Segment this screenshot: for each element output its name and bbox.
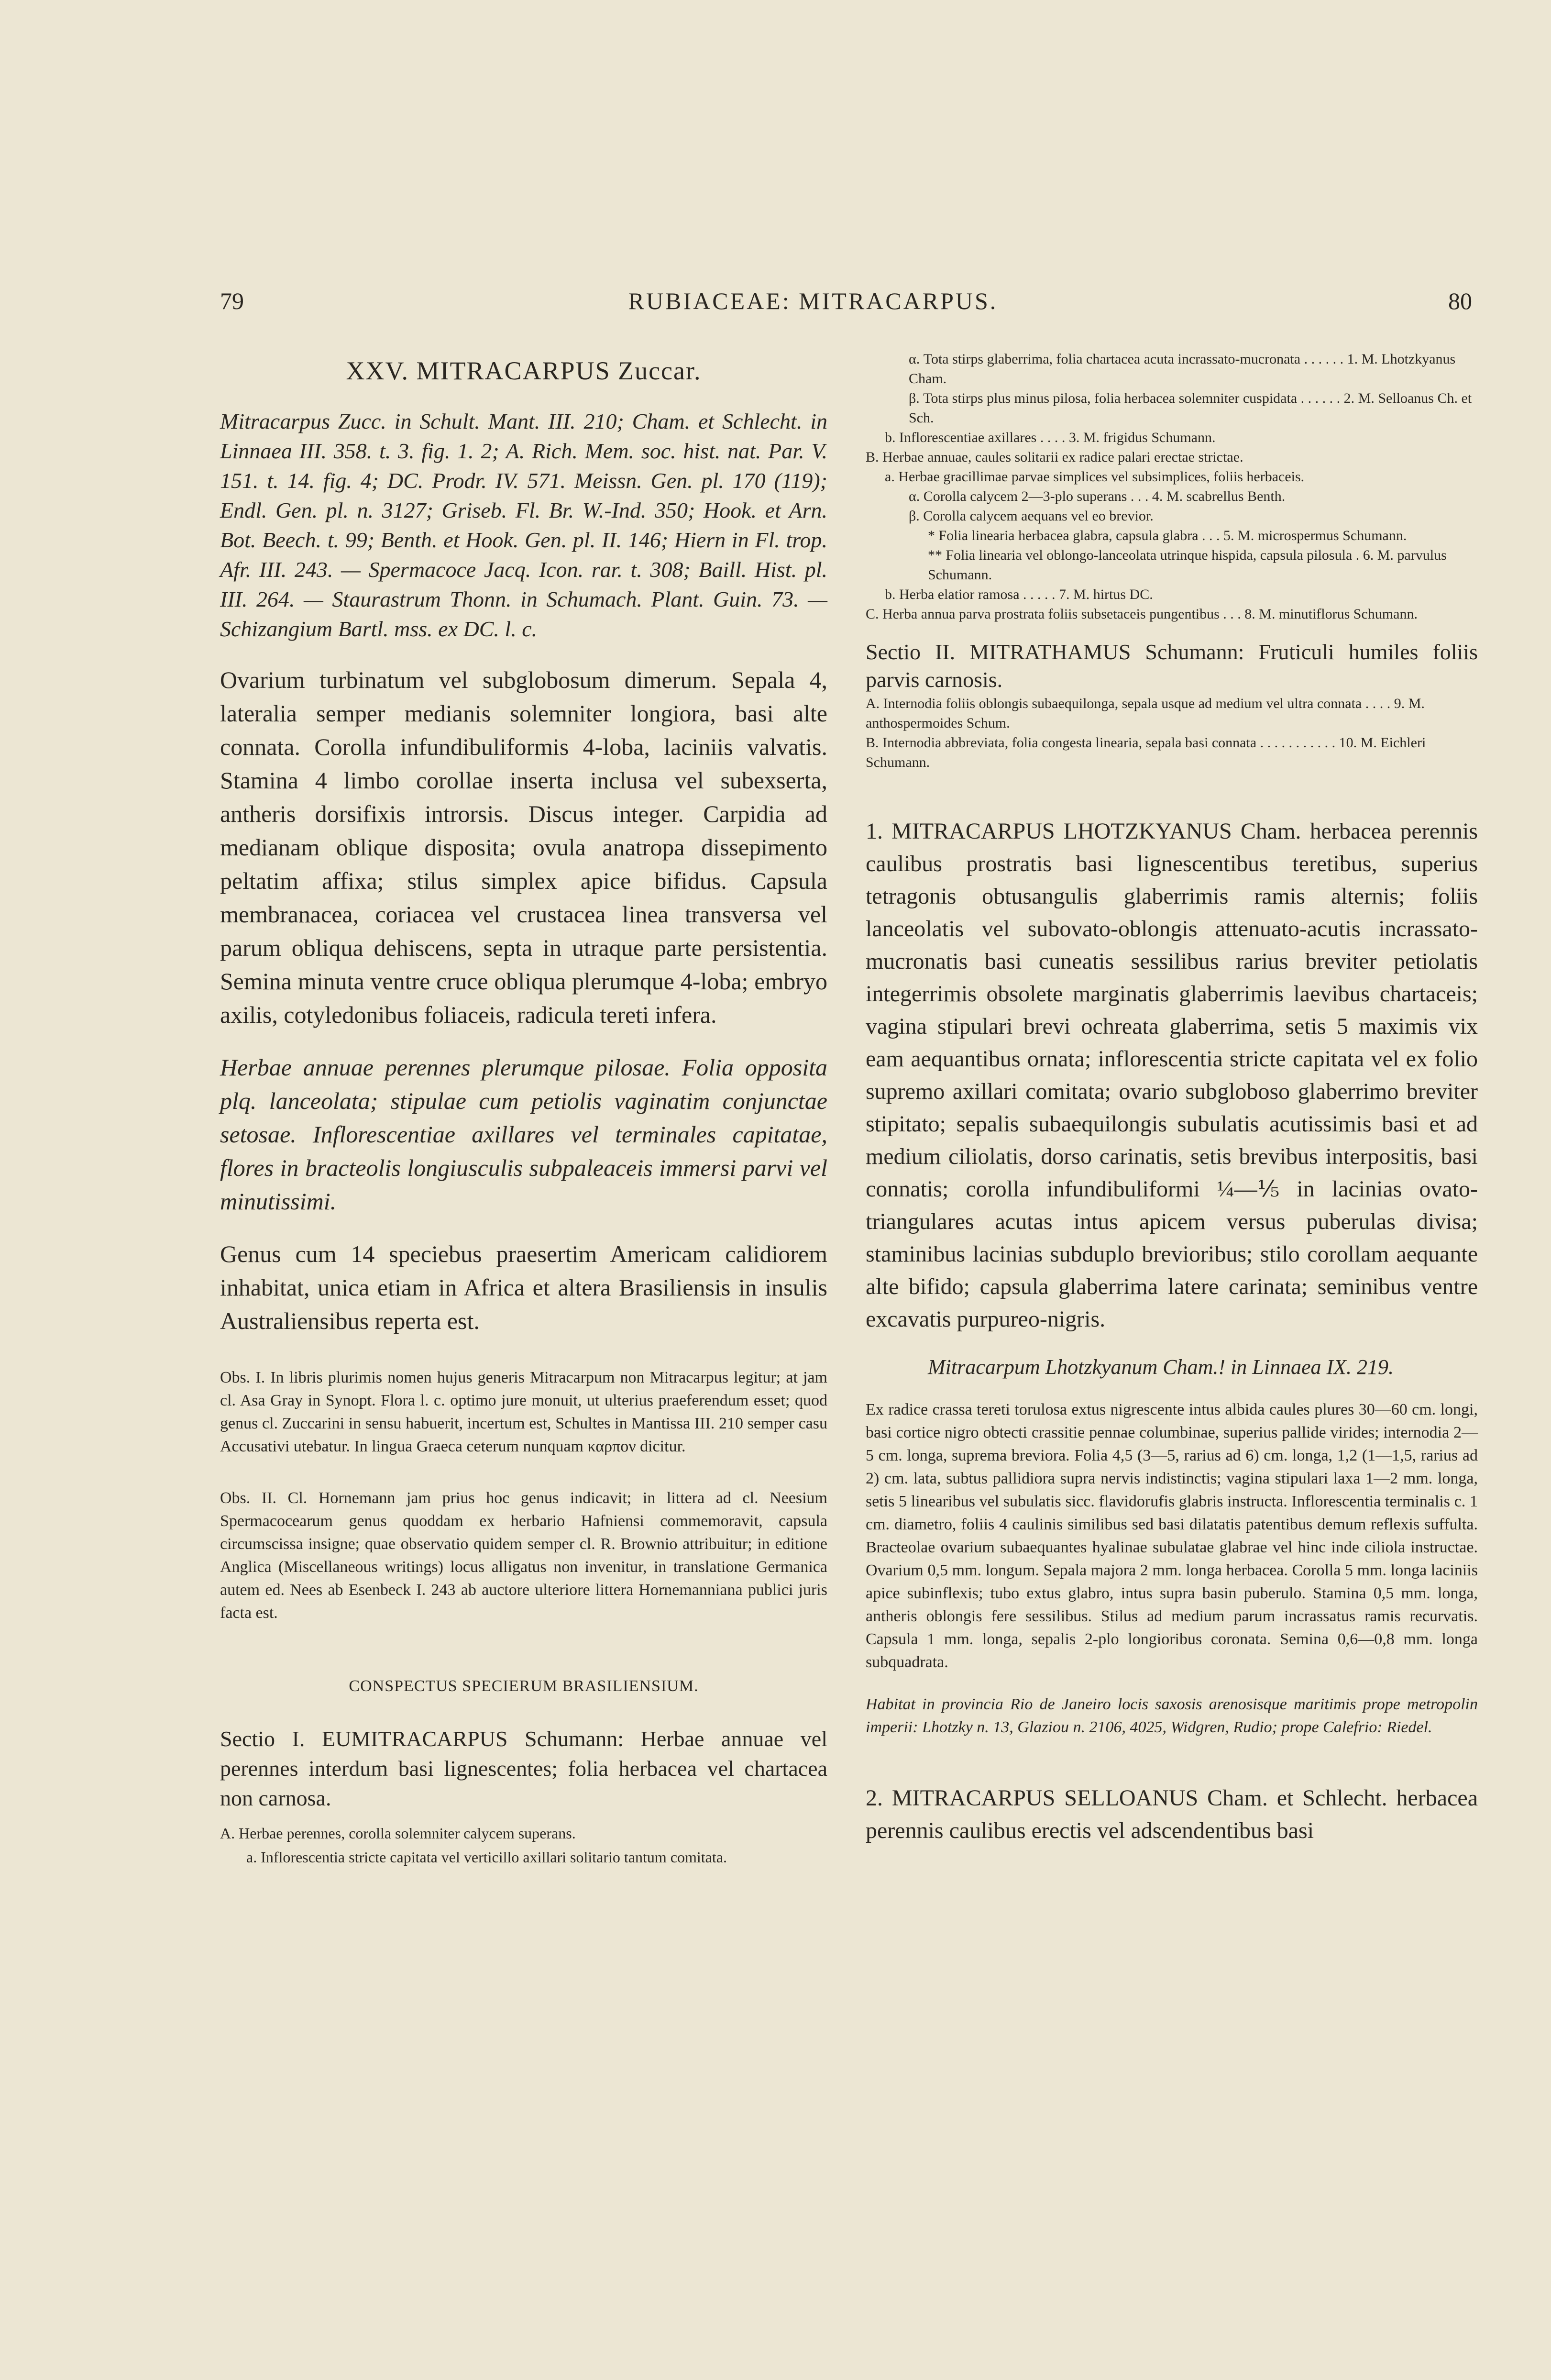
key-entry: * Folia linearia herbacea glabra, capsula glabra . . . 5. M. microspermus Schumann. (928, 528, 1407, 543)
genus-title: XXV. MITRACARPUS Zuccar. (346, 356, 702, 385)
key-entry: A. Herbae perennes, corolla solemniter calycem superans. (220, 1825, 576, 1842)
key-entry: a. Inflorescentia stricte capitata vel verticillo axillari solitario tantum comitata. (246, 1849, 727, 1866)
running-title: RUBIACEAE: MITRACARPUS. (628, 288, 998, 314)
key-entry: B. Herbae annuae, caules solitarii ex radice palari erectae strictae. (866, 449, 1243, 465)
key-entry: C. Herba annua parva prostrata foliis subsetaceis pungentibus . . . 8. M. minutiflorus Schumann. (866, 606, 1418, 622)
genus-distribution: Genus cum 14 speciebus praesertim Americam calidiorem inhabitat, unica etiam in Africa et altera Brasiliensis in insulis Australiensibus reperta est. (220, 1240, 827, 1334)
species-1-details: Ex radice crassa tereti torulosa extus nigrescente intus albida caules plures 30—60 cm. longi, basi cortice nigro obtecti crassitie pennae columbinae, superius pallide virides; internodia 2—5 cm. longa, suprema breviora. Folia 4,5 (3—5, rarius ad 6) cm. longa, 1,2 (1—1,5, rarius ad 2) cm. lata, subtus pallidiora supra nervis indistinctis; vagina stipulari laxa 1—2 mm. longa, setis 5 linearibus vel subulatis sicc. flavidorufis glabris instructa. Inflorescentia terminalis c. 1 cm. diametro, foliis 4 caulinis similibus sed basi dilatatis patentibus demum reflexis suffulta. Bracteolae ovarium subaequantes hyalinae subulatae glabrae vel hinc inde ciliola instructae. Ovarium 0,5 mm. longum. Sepala majora 2 mm. longa herbacea. Corolla 5 mm. longa laciniis apice subinflexis; tubo extus glabro, intus supra basin puberulo. Stamina 0,5 mm. longa, antheris oblongis fere sessilibus. Stilus ad medium parum incrassatus ramis recurvatis. Capsula 1 mm. longa, sepalis 2-plo longioribus coronata. Semina 0,6—0,8 mm. longa subquadrata. (866, 1401, 1478, 1671)
key-entry: a. Herbae gracillimae parvae simplices vel subsimplices, foliis herbaceis. (885, 469, 1305, 485)
species-1-habitat: Habitat in provincia Rio de Janeiro locis saxosis arenosisque maritimis prope metropolin imperii: Lhotzky n. 13, Glaziou n. 2106, 4025, Widgren, Rudio; prope Calefrio: Riedel. (866, 1695, 1478, 1736)
conspectus-title: CONSPECTUS SPECIERUM BRASILIENSIUM. (349, 1677, 699, 1695)
key-entry: α. Tota stirps glaberrima, folia chartacea acuta incrassato-mucronata . . . . . . 1. M. Lhotzkyanus Cham. (909, 351, 1456, 387)
key-entry: B. Internodia abbreviata, folia congesta linearia, sepala basi connata . . . . . . . . . . . 10. M. Eichleri Schumann. (866, 735, 1426, 770)
running-header (0, 287, 1551, 330)
observation-1: Obs. I. In libris plurimis nomen hujus generis Mitracarpum non Mitracarpus legitur; at jam cl. Asa Gray in Synopt. Flora l. c. optimo jure monuit, ut ulterius praeferendum esset; quod genus cl. Zuccarini in sensu habuerit, incertum est, Schultes in Mantissa III. 210 semper casu Accusativi utebatur. In lingua Graeca ceterum nunquam καρπον dicitur. (220, 1369, 827, 1455)
key-entry: b. Inflorescentiae axillares . . . . 3. M. frigidus Schumann. (885, 430, 1216, 445)
observation-2: Obs. II. Cl. Hornemann jam prius hoc genus indicavit; in littera ad cl. Neesium Spermacocearum genus quoddam ex herbario Hafniensi commemoravit, capsula circumscissa insigne; quae observatio quidem semper cl. R. Brownio attribuitur; in editione Anglica (Miscellaneous writings) locus alligatus non invenitur, in translatione Germanica autem ed. Nees ab Esenbeck I. 243 ab auctore ulteriore littera Hornemanniana publici juris facta est. (220, 1489, 827, 1622)
right-column (866, 349, 1478, 1847)
species-1-synonym: Mitracarpum Lhotzkyanum Cham.! in Linnaea IX. 219. (928, 1355, 1394, 1379)
key-entry: ** Folia linearia vel oblongo-lanceolata utrinque hispida, capsula pilosula . 6. M. parvulus Schumann. (928, 547, 1447, 583)
genus-description: Ovarium turbinatum vel subglobosum dimerum. Sepala 4, lateralia semper medianis solemniter longiora, basi alte connata. Corolla infundibuliformis 4-loba, laciniis valvatis. Stamina 4 limbo corollae inserta inclusa vel subexserta, antheris dorsifixis introrsis. Discus integer. Carpidia ad medianam oblique disposita; ovula anatropa dissepimento peltatim affixa; stilus simplex apice bifidus. Capsula membranacea, coriacea vel crustacea linea transversa vel parum obliqua dehiscens, septa in utraque parte persistentia. Semina minuta ventre cruce obliqua plerumque 4-loba; embryo axilis, cotyledonibus foliaceis, radicula tereti infera. (220, 666, 827, 1028)
species-2-heading: 2. MITRACARPUS SELLOANUS Cham. et Schlecht. herbacea perennis caulibus erectis vel adscendentibus basi (866, 1785, 1478, 1843)
genus-synonymy: Mitracarpus Zucc. in Schult. Mant. III. 210; Cham. et Schlecht. in Linnaea III. 358. t. 3. fig. 1. 2; A. Rich. Mem. soc. hist. nat. Par. V. 151. t. 14. fig. 4; DC. Prodr. IV. 571. Meissn. Gen. pl. 170 (119); Endl. Gen. pl. n. 3127; Griseb. Fl. Br. W.-Ind. 350; Hook. et Arn. Bot. Beech. t. 99; Benth. et Hook. Gen. pl. II. 146; Hiern in Fl. trop. Afr. III. 243. — Spermacoce Jacq. Icon. rar. t. 308; Baill. Hist. pl. III. 264. — Staurastrum Thonn. in Schumach. Plant. Guin. 73. — Schizangium Bartl. mss. ex DC. l. c. (220, 409, 827, 641)
sectio-1: Sectio I. EUMITRACARPUS Schumann: Herbae annuae vel perennes interdum basi lignescentes; folia herbacea vel chartacea non carnosa. (220, 1727, 827, 1810)
key-entry: A. Internodia foliis oblongis subaequilonga, sepala usque ad medium vel ultra connata . . . . 9. M. anthospermoides Schum. (866, 696, 1425, 731)
key-entry: β. Corolla calycem aequans vel eo brevior. (909, 508, 1154, 524)
key-entry: b. Herba elatior ramosa . . . . . 7. M. hirtus DC. (885, 587, 1153, 602)
page-number-left: 79 (220, 288, 244, 314)
page-number-right: 80 (1448, 288, 1472, 314)
sectio-2: Sectio II. MITRATHAMUS Schumann: Fruticuli humiles foliis parvis carnosis. (866, 640, 1478, 692)
species-1-description: 1. MITRACARPUS LHOTZKYANUS Cham. herbacea perennis caulibus prostratis basi lignescentibus teretibus, superius tetragonis obtusangulis glaberrimis ramis alternis; foliis lanceolatis vel subovato-oblongis attenuato-acutis incrassato-mucronatis basi cuneatis sessilibus rarius breviter petiolatis integerrimis obsolete marginatis glaberrimis laevibus chartaceis; vagina stipulari brevi ochreata glaberrima, setis 5 maximis vix eam aequantibus ornata; inflorescentia stricte capitata vel ex folio supremo axillari comitata; ovario subgloboso glaberrimo breviter stipitato; sepalis subaequilongis subulatis acutissimis basi et ad medium ciliolatis, dorso carinatis, setis brevibus interpositis, basi connatis; corolla infundibuliformi ¼—⅕ in lacinias ovato-triangulares acutas intus apicem versus puberulas divisa; staminibus lacinias subduplo brevioribus; stilo corollam aequante alte bifido; capsula glaberrima latere carinata; seminibus ventre excavatis purpureo-nigris. (866, 819, 1478, 1332)
key-entry: β. Tota stirps plus minus pilosa, folia herbacea solemniter cuspidata . . . . . . 2. M. Selloanus Ch. et Sch. (909, 390, 1472, 426)
key-entry: α. Corolla calycem 2—3-plo superans . . . 4. M. scabrellus Benth. (909, 488, 1286, 504)
species-key (866, 349, 1478, 624)
genus-habit: Herbae annuae perennes plerumque pilosae. Folia opposita plq. lanceolata; stipulae cum petiolis vaginatim conjunctae setosae. Inflorescentiae axillares vel terminales capitatae, flores in bracteolis longiusculis subpaleaceis immersi parvi vel minutissimi. (220, 1054, 827, 1215)
left-column (220, 349, 827, 1868)
sectio-2-key (866, 694, 1478, 772)
